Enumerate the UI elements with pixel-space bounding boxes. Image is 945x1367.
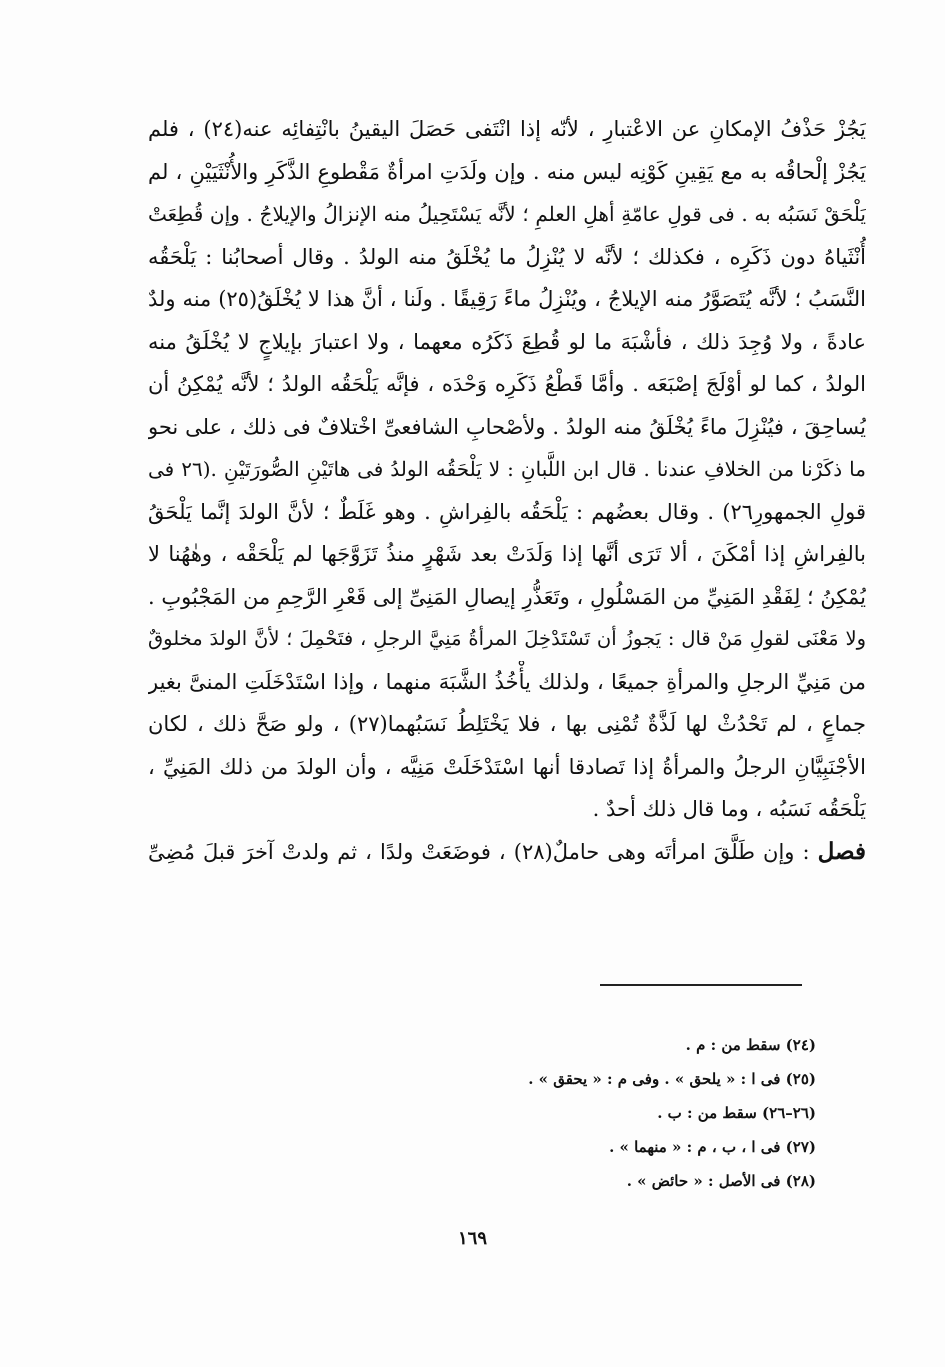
text-line: يُمْكِنُ ؛ لِفَقْدِ المَنِيِّ من المَسْلُولِ ، وتَعَذُّرِ إيصالِ المَنِىِّ إلى قَعْرِ الرَّحِمِ من المَجْبُوبِ . [148, 584, 866, 609]
text-line: الولدُ ، كما لو أوْلَجَ إصْبَعَه . وأمَّا قَطْعُ ذَكَرِه وَحْدَه ، فإنَّه يَلْحَقُه الولدُ ؛ لأنَّه يُمْكِنُ أن [148, 372, 866, 396]
text-line: يَجُزْ حَذْفُ الإمكانِ عن الاعْتبارِ ، لأنّه إذا انْتَفى حَصَلَ اليقينُ بانْتِفائِه عنه(٢٤) ، فلم [148, 117, 866, 141]
text-line: يَجُزْ إلْحاقُه به مع يَقِينِ كَوْنِه ليس منه . وإن ولَدَتِ امرأةٌ مَقْطوعِ الذَّكَرِ والأُنْثَيَيْنِ ، لم [148, 159, 866, 184]
footnote: (٢٧) فى ا ، ب ، م : « منهما » . [609, 1138, 816, 1156]
text-line: من مَنِيِّ الرجلِ والمرأةِ جميعًا ، ولذلك يأْخُذُ الشَّبَهَ منهما ، وإذا اسْتَدْخَلَتِ المنىَّ بغير [148, 669, 866, 694]
text-line: يُساحِقَ ، فيُنْزِلَ ماءً يُخْلَقُ منه الولدُ . ولأصْحابِ الشافعىِّ اخْتلافٌ فى ذلك ، على نحو [148, 414, 866, 439]
text-line: يَلْحَقْ نَسَبُه به . فى قولِ عامّةِ أهلِ العلمِ ؛ لأنَّه يَسْتَحِيلُ منه الإنزالُ والإيلاجُ . وإن قُطِعَتْ [148, 202, 866, 226]
footnote-divider [600, 984, 802, 986]
footnote: (٢٨) فى الأصل : « حائض » . [626, 1172, 816, 1190]
main-text-block [148, 108, 866, 873]
text-line: أُنْثَياهُ دون ذَكَرِه ، فكذلك ؛ لأنَّه لا يُنْزِلُ ما يُخْلَقُ منه الولدُ . وقال أصحابُنا : يَلْحَقُه [148, 244, 866, 269]
section-opening-text: : وإن طَلَّقَ امرأتَه وهى حاملٌ(٢٨) ، فوضَعَتْ ولدًا ، ثم ولدتْ آخرَ قبلَ مُضِىِّ [148, 839, 810, 864]
text-line-paragraph-end: يَلْحَقُه نَسَبُه ، وما قال ذلك أحدٌ . [592, 797, 866, 821]
page-number: ١٦٩ [457, 1228, 487, 1249]
text-line: بالفِراشِ إذا أمْكَنَ ، ألا تَرَى أنَّها إذا وَلَدَتْ بعد شَهْرٍ منذُ تَزَوَّجَها لم يَلْحَقْه ، وهٰهُنا لا [148, 542, 866, 566]
footnote: (٢٥) فى ا : « يلحق » . وفى م : « يحقق » . [528, 1070, 816, 1088]
text-line: النَّسَبُ ؛ لأنَّه يُتَصَوَّرُ منه الإيلاجُ ، ويُنْزِلُ ماءً رَقِيقًا . ولَنا ، أنَّ هذا لا يُخْلَقُ(٢٥) منه ولدٌ [148, 287, 866, 311]
text-line: ما ذكَرْنا من الخلافِ عندنا . قال ابن اللَّبانِ : لا يَلْحَقُه الولدُ فى هاتَيْنِ الصُّورَتَيْنِ .(٢٦ فى [148, 457, 866, 481]
footnote: (٢٦–٢٦) سقط من : ب . [657, 1104, 816, 1122]
text-line: عادةً ، ولا وُجِدَ ذلك ، فأشْبَهَ ما لو قُطِعَ ذَكَرُه معهما ، ولا اعتبارَ بإيلاجٍ لا يُخْلَقُ منه [148, 329, 866, 354]
text-line: ولا مَعْنَى لقولِ مَنْ قال : يَجوزُ أن تَسْتَدْخِلَ المرأةُ مَنِيَّ الرجلِ ، فتَحْمِلَ ؛ لأنَّ الولدَ مخلوقٌ [148, 627, 866, 650]
text-line: جماعٍ ، لم تَحْدُثْ لها لَذَّةٌ تُمْنِى بها ، فلا يَخْتَلِطُ نَسَبُهما(٢٧) ، ولو صَحَّ ذلك ، لكان [148, 712, 866, 736]
section-label: فصل [817, 837, 866, 865]
section-heading-line [148, 831, 866, 874]
text-line: قولِ الجمهورِ٢٦) . وقال بعضُهم : يَلْحَقُه بالفِراشِ . وهو غَلَطٌ ؛ لأنَّ الولدَ إنَّما يَلْحَقُ [148, 499, 866, 524]
footnote: (٢٤) سقط من : م . [685, 1036, 816, 1054]
footnotes-block [420, 1028, 816, 1198]
text-line: الأجْنَبِيَّانِ الرجلُ والمرأةُ إذا تَصادقا أنها اسْتَدْخَلَتْ مَنِيَّه ، وأن الولدَ من ذلك المَنِيِّ ، [148, 754, 866, 779]
